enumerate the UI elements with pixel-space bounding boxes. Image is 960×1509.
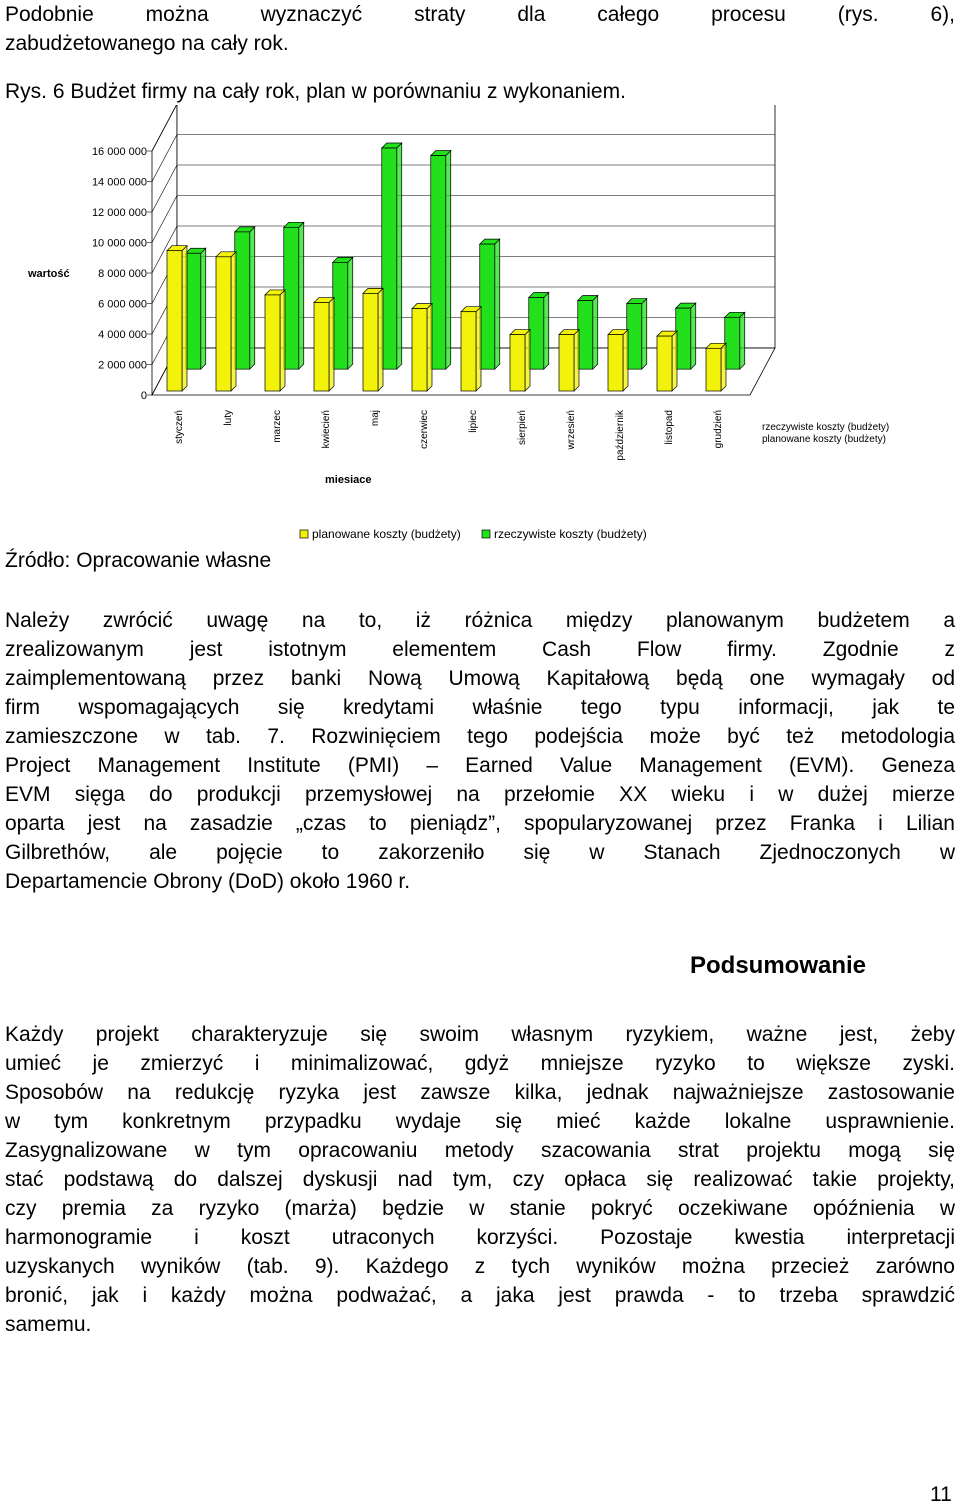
bar-front xyxy=(431,156,446,370)
bar-side xyxy=(446,151,451,370)
text-line: Zasygnalizowane w tym opracowaniu metody szacowania strat projektu mogą się xyxy=(5,1139,955,1162)
text-line: EVM sięga do produkcji przemysłowej na przełomie XX wieku i w dużej mierze xyxy=(5,783,955,806)
text-line: uzyskanych wyników (tab. 9). Każdego z tych wyników można przecież zarówno xyxy=(5,1255,955,1278)
text-line: Project Management Institute (PMI) – Earned Value Management (EVM). Geneza xyxy=(5,754,955,777)
bar-side xyxy=(201,248,206,369)
text-line: Departamencie Obrony (DoD) około 1960 r. xyxy=(5,870,411,893)
text-line: Sposobów na redukcję ryzyka jest zawsze kilka, jednak najważniejsze zastosowanie xyxy=(5,1081,955,1104)
text-line: harmonogramie i koszt utraconych korzyści. Pozostaje kwestia interpretacji xyxy=(5,1226,955,1249)
bar-actual xyxy=(480,239,500,369)
bar-front xyxy=(167,251,182,391)
figure-caption: Rys. 6 Budżet firmy na cały rok, plan w porównaniu z wykonaniem. xyxy=(5,80,626,103)
category-label: luty xyxy=(223,410,234,426)
y-tick-label: 10 000 000 xyxy=(91,237,147,250)
bar-front xyxy=(510,335,525,391)
bar-actual xyxy=(725,312,745,369)
bar-actual xyxy=(627,299,647,370)
bar-side xyxy=(495,239,500,369)
bar-side xyxy=(427,304,432,391)
category-label: marzec xyxy=(272,410,283,443)
bar-side xyxy=(623,330,628,391)
text-line: bronić, jak i każdy można podważać, a jaka jest prawda - to trzeba sprawdzić xyxy=(5,1284,955,1307)
text-line: Należy zwrócić uwagę na to, iż różnica między planowanym budżetem a xyxy=(5,609,955,632)
bar-planned xyxy=(461,307,481,391)
chart-legend xyxy=(300,527,647,541)
text-line: umieć je zmierzyć i minimalizować, gdyż mniejsze ryzyko to większe zyski. xyxy=(5,1052,955,1075)
category-label: grudzień xyxy=(713,410,724,449)
bar-planned xyxy=(216,252,236,391)
category-label: lipiec xyxy=(468,410,479,433)
y-tick-label: 14 000 000 xyxy=(91,176,147,189)
category-label: styczeń xyxy=(174,410,185,444)
y-tick-label: 6 000 000 xyxy=(98,298,147,311)
y-tick-labels xyxy=(92,146,147,402)
bar-front xyxy=(284,227,299,369)
bar-side xyxy=(672,331,677,391)
category-label: listopad xyxy=(664,410,675,445)
bar-side xyxy=(231,252,236,391)
bar-side xyxy=(348,257,353,369)
budget-bar-chart xyxy=(0,105,960,575)
bar-planned xyxy=(706,343,726,391)
bar-side xyxy=(476,307,481,391)
bar-side xyxy=(544,292,549,369)
page-number: 11 xyxy=(930,1483,952,1506)
paragraph-cash-flow xyxy=(5,606,955,896)
bar-side xyxy=(299,222,304,369)
y-tick-label: 2 000 000 xyxy=(98,359,147,372)
bar-actual xyxy=(333,257,353,369)
bar-actual xyxy=(676,303,696,369)
bar-front xyxy=(480,244,495,369)
legend-swatch xyxy=(300,530,308,538)
bar-actual xyxy=(186,248,206,369)
bar-actual xyxy=(529,292,549,369)
y-axis-label: wartość xyxy=(28,268,70,280)
category-label: kwiecień xyxy=(321,410,332,449)
text-line: stać podstawą do dalszej dyskusji nad tym, czy opłaca się realizować takie projekty, xyxy=(5,1168,955,1191)
bar-planned xyxy=(265,290,285,391)
y-tick-label: 16 000 000 xyxy=(91,146,147,158)
bar-side xyxy=(642,299,647,370)
bar-side xyxy=(397,143,402,369)
section-heading: Podsumowanie xyxy=(690,952,867,979)
bar-front xyxy=(627,304,642,370)
bar-front xyxy=(216,257,231,391)
depth-label: planowane koszty (budżety) xyxy=(762,434,886,445)
bar-front xyxy=(608,335,623,391)
text-line: zamieszczone w tab. 7. Rozwinięciem tego podejścia może być też metodologia xyxy=(5,725,955,748)
text-line: Podobnie można wyznaczyć straty dla całego procesu (rys. 6), xyxy=(5,3,955,26)
text-line: Gilbrethów, ale pojęcie to zakorzeniło się w Stanach Zjednoczonych w xyxy=(5,841,955,864)
category-label: sierpień xyxy=(517,410,528,446)
bar-front xyxy=(559,335,574,391)
bar-side xyxy=(329,298,334,391)
bar-planned xyxy=(657,331,677,391)
bar-side xyxy=(250,227,255,369)
y-tick-label: 12 000 000 xyxy=(91,207,147,219)
category-labels xyxy=(174,409,724,461)
source-note: Źródło: Opracowanie własne xyxy=(5,549,272,572)
bar-actual xyxy=(431,151,451,370)
bar-front xyxy=(265,295,280,391)
bar-actual xyxy=(235,227,255,369)
y-tick-label: 4 000 000 xyxy=(98,329,147,341)
category-label: październik xyxy=(615,410,626,461)
bar-front xyxy=(235,232,250,369)
bar-side xyxy=(182,246,187,391)
bar-side xyxy=(280,290,285,391)
text-line: firm wspomagających się kredytami właśnie tego typu informacji, jak te xyxy=(5,696,955,719)
bar-planned xyxy=(608,330,628,391)
text-line: zabudżetowanego na cały rok. xyxy=(5,32,289,55)
bar-front xyxy=(725,317,740,369)
text-line: zrealizowanym jest istotnym elementem Cash Flow firmy. Zgodnie z xyxy=(5,638,955,661)
bar-front xyxy=(578,301,593,370)
bar-front xyxy=(186,253,201,369)
y-tick-label: 8 000 000 xyxy=(98,268,147,280)
bar-front xyxy=(412,309,427,391)
bar-front xyxy=(461,312,476,391)
legend-swatch xyxy=(482,530,490,538)
bar-planned xyxy=(167,246,187,391)
bar-front xyxy=(382,148,397,369)
text-line: oparta jest na zasadzie „czas to pieniądz”, spopularyzowanej przez Franka i Lilian xyxy=(5,812,955,835)
bar-front xyxy=(529,297,544,369)
category-label: maj xyxy=(370,410,381,427)
depth-label: rzeczywiste koszty (budżety) xyxy=(762,422,890,433)
bar-planned xyxy=(559,330,579,391)
category-label: wrzesień xyxy=(566,410,577,450)
bar-actual xyxy=(382,143,402,369)
text-line: samemu. xyxy=(5,1313,92,1336)
category-label: czerwiec xyxy=(419,410,430,449)
bar-front xyxy=(363,293,378,391)
intro-paragraph xyxy=(5,0,955,58)
paragraph-summary xyxy=(5,1020,955,1339)
bar-side xyxy=(721,343,726,391)
bar-front xyxy=(333,262,348,369)
bar-actual xyxy=(284,222,304,369)
bar-side xyxy=(593,296,598,370)
x-axis-label: miesiace xyxy=(325,474,372,486)
bar-side xyxy=(691,303,696,369)
bar-actual xyxy=(578,296,598,370)
legend-label: rzeczywiste koszty (budżety) xyxy=(494,527,647,541)
bar-front xyxy=(706,348,721,391)
text-line: zaimplementowaną przez banki Nową Umową Kapitałową będą one wymagały od xyxy=(5,667,955,690)
bar-planned xyxy=(314,298,334,391)
bar-planned xyxy=(363,288,383,391)
bar-side xyxy=(525,330,530,391)
bar-front xyxy=(676,308,691,369)
bar-front xyxy=(314,303,329,391)
bar-side xyxy=(378,288,383,391)
bar-side xyxy=(740,312,745,369)
bar-front xyxy=(657,336,672,391)
text-line: Każdy projekt charakteryzuje się swoim własnym ryzykiem, ważne jest, żeby xyxy=(5,1023,955,1046)
bar-planned xyxy=(510,330,530,391)
y-tick-label: 0 xyxy=(140,390,147,402)
text-line: w tym konkretnym przypadku wydaje się mieć każde lokalne usprawnienie. xyxy=(5,1110,955,1133)
series-depth-labels xyxy=(762,422,889,445)
text-line: czy premia za ryzyko (marża) będzie w stanie pokryć oczekiwane opóźnienia w xyxy=(5,1197,955,1220)
bar-planned xyxy=(412,304,432,391)
bar-side xyxy=(574,330,579,391)
legend-label: planowane koszty (budżety) xyxy=(312,527,461,541)
